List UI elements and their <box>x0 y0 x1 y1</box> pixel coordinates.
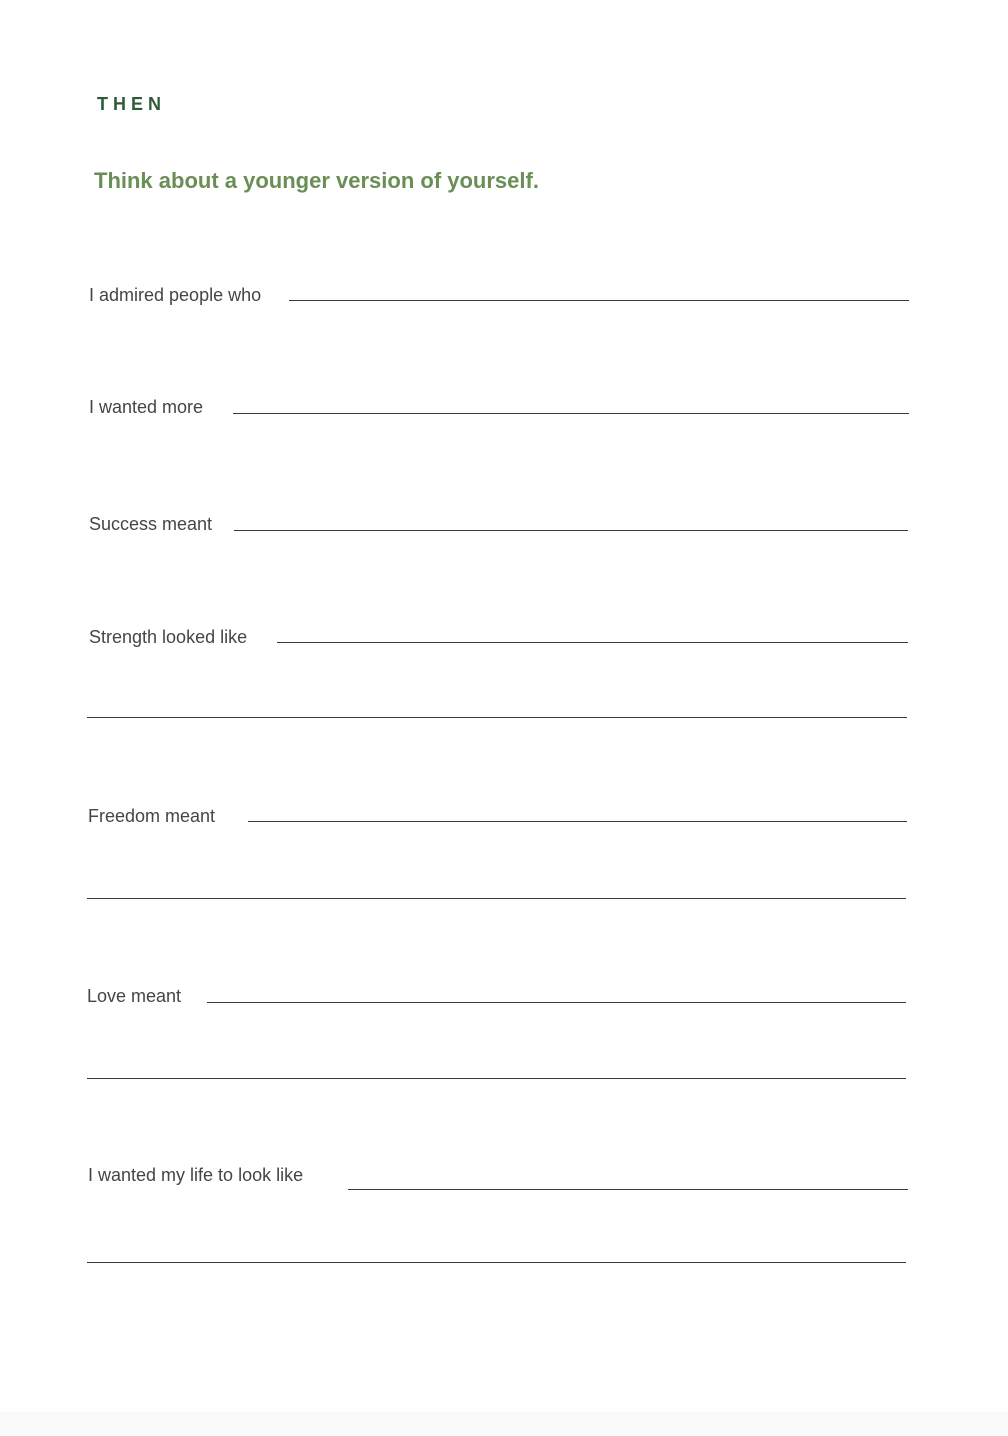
section-eyebrow: THEN <box>97 94 166 114</box>
prompt-label-strength: Strength looked like <box>89 627 248 647</box>
answer-line-love[interactable] <box>207 1002 906 1003</box>
answer-line-success[interactable] <box>234 530 908 531</box>
answer-line-life[interactable] <box>348 1189 908 1190</box>
page-bottom-band <box>0 1412 1008 1436</box>
answer-line-love-continued[interactable] <box>87 1078 906 1079</box>
prompt-label-freedom: Freedom meant <box>88 806 216 826</box>
answer-line-freedom[interactable] <box>248 821 907 822</box>
prompt-label-love: Love meant <box>87 986 182 1006</box>
answer-line-strength[interactable] <box>277 642 908 643</box>
prompt-label-admired: I admired people who <box>89 285 262 305</box>
prompt-label-wanted-more: I wanted more <box>89 397 204 417</box>
answer-line-life-continued[interactable] <box>87 1262 906 1263</box>
prompt-label-success: Success meant <box>89 514 213 534</box>
prompt-label-life: I wanted my life to look like <box>88 1165 304 1185</box>
answer-line-wanted-more[interactable] <box>233 413 909 414</box>
answer-line-admired[interactable] <box>289 300 909 301</box>
prompt-heading: Think about a younger version of yourself. <box>94 168 539 193</box>
answer-line-freedom-continued[interactable] <box>87 898 906 899</box>
answer-line-strength-continued[interactable] <box>87 717 907 718</box>
